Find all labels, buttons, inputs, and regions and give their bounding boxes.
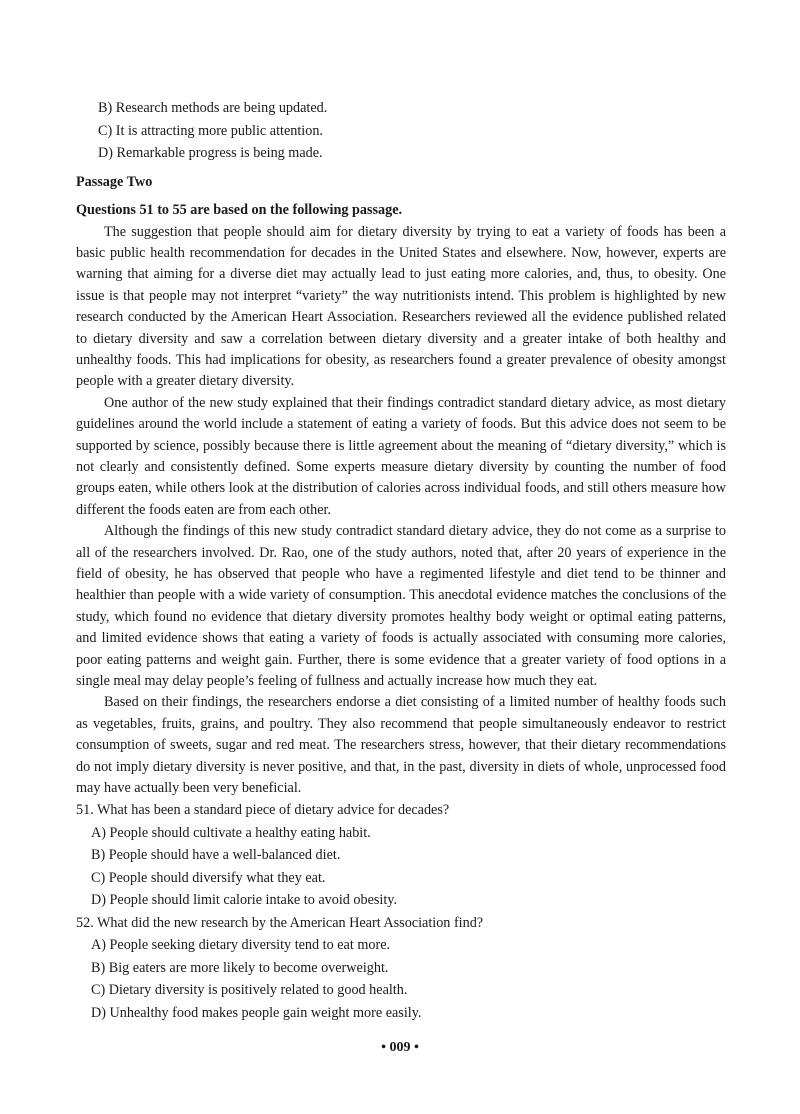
passage-paragraph-3: Although the findings of this new study contradict standard dietary advice, they do not come as a surprise to all of the researchers involved. Dr. Rao, one of the study authors, noted that, after 20 years of experience in the field of obesity, he has observed that people who have a regimented lifestyle and diet tend to be thinner and healthier than people with a wide variety of consumption. This anecdotal evidence matches the conclusions of the study, which found no evidence that dietary diversity promotes healthy body weight or optimal eating patterns, and limited evidence shows that eating a variety of foods is actually associated with consuming more calories, poor eating patterns and weight gain. Further, there is some evidence that a greater variety of food options in a single meal may delay people’s feeling of fullness and actually increase how much they eat. <box>76 523 726 690</box>
passage-paragraph-2: One author of the new study explained that their findings contradict standard dietary advice, as most dietary guidelines around the world include a statement of eating a variety of foods. But this advice does not seem to be supported by science, possibly because there is little agreement about the meaning of “dietary diversity,” which is not clearly and consistently defined. Some experts measure dietary diversity by counting the number of food groups eaten, while others look at the distribution of calories across individual foods, and still others measure how different the foods eaten are from each other. <box>76 394 726 518</box>
answer-option-d: D) Unhealthy food makes people gain weight more easily. <box>91 1004 422 1021</box>
answer-option-c: C) Dietary diversity is positively related to good health. <box>91 982 408 999</box>
passage-paragraph-4: Based on their findings, the researchers endorse a diet consisting of a limited number of healthy foods such as vegetables, fruits, grains, and poultry. They also recommend that people simultaneously endeavor to restrict consumption of sweets, sugar and red meat. The researchers stress, however, that their dietary recommendations do not imply dietary diversity is never positive, and that, in the past, diversity in diets of whole, unprocessed food may have actually been very beneficial. <box>76 694 726 797</box>
answer-option-a: A) People seeking dietary diversity tend to eat more. <box>91 937 391 954</box>
option-c: C) It is attracting more public attention. <box>98 122 323 139</box>
question-52 <box>76 912 726 1025</box>
question-51 <box>76 799 726 912</box>
page-content <box>76 97 726 1024</box>
passage-paragraph-1: The suggestion that people should aim for dietary diversity by trying to eat a variety of foods has been a basic public health recommendation for decades in the United States and elsewhere. Now, however, experts are warning that aiming for a diverse diet may actually lead to just eating more calories, and, thus, to obesity. One issue is that people may not interpret “variety” the way nutritionists intend. This problem is highlighted by new research conducted by the American Heart Association. Researchers reviewed all the evidence published related to dietary diversity and saw a correlation between dietary diversity and a greater intake of both healthy and unhealthy foods. This had implications for obesity, as researchers found a greater prevalence of obesity amongst people with a greater dietary diversity. <box>76 223 726 390</box>
answer-option-a: A) People should cultivate a healthy eating habit. <box>91 824 371 841</box>
answer-option-c: C) People should diversify what they eat. <box>91 869 326 886</box>
answer-option-b: B) Big eaters are more likely to become overweight. <box>91 959 389 976</box>
answer-option-b: B) People should have a well-balanced diet. <box>91 847 341 864</box>
answer-option-d: D) People should limit calorie intake to avoid obesity. <box>91 892 398 909</box>
passage-instruction: Questions 51 to 55 are based on the following passage. <box>76 202 403 218</box>
option-b: B) Research methods are being updated. <box>98 100 328 116</box>
passage-body <box>76 222 726 800</box>
option-d: D) Remarkable progress is being made. <box>98 145 323 161</box>
question-text: 51. What has been a standard piece of dietary advice for decades? <box>76 802 450 819</box>
question-text: 52. What did the new research by the American Heart Association find? <box>76 914 484 931</box>
page-number: • 009 • <box>381 1040 419 1055</box>
previous-question-options <box>76 97 726 165</box>
passage-title: Passage Two <box>76 173 153 190</box>
